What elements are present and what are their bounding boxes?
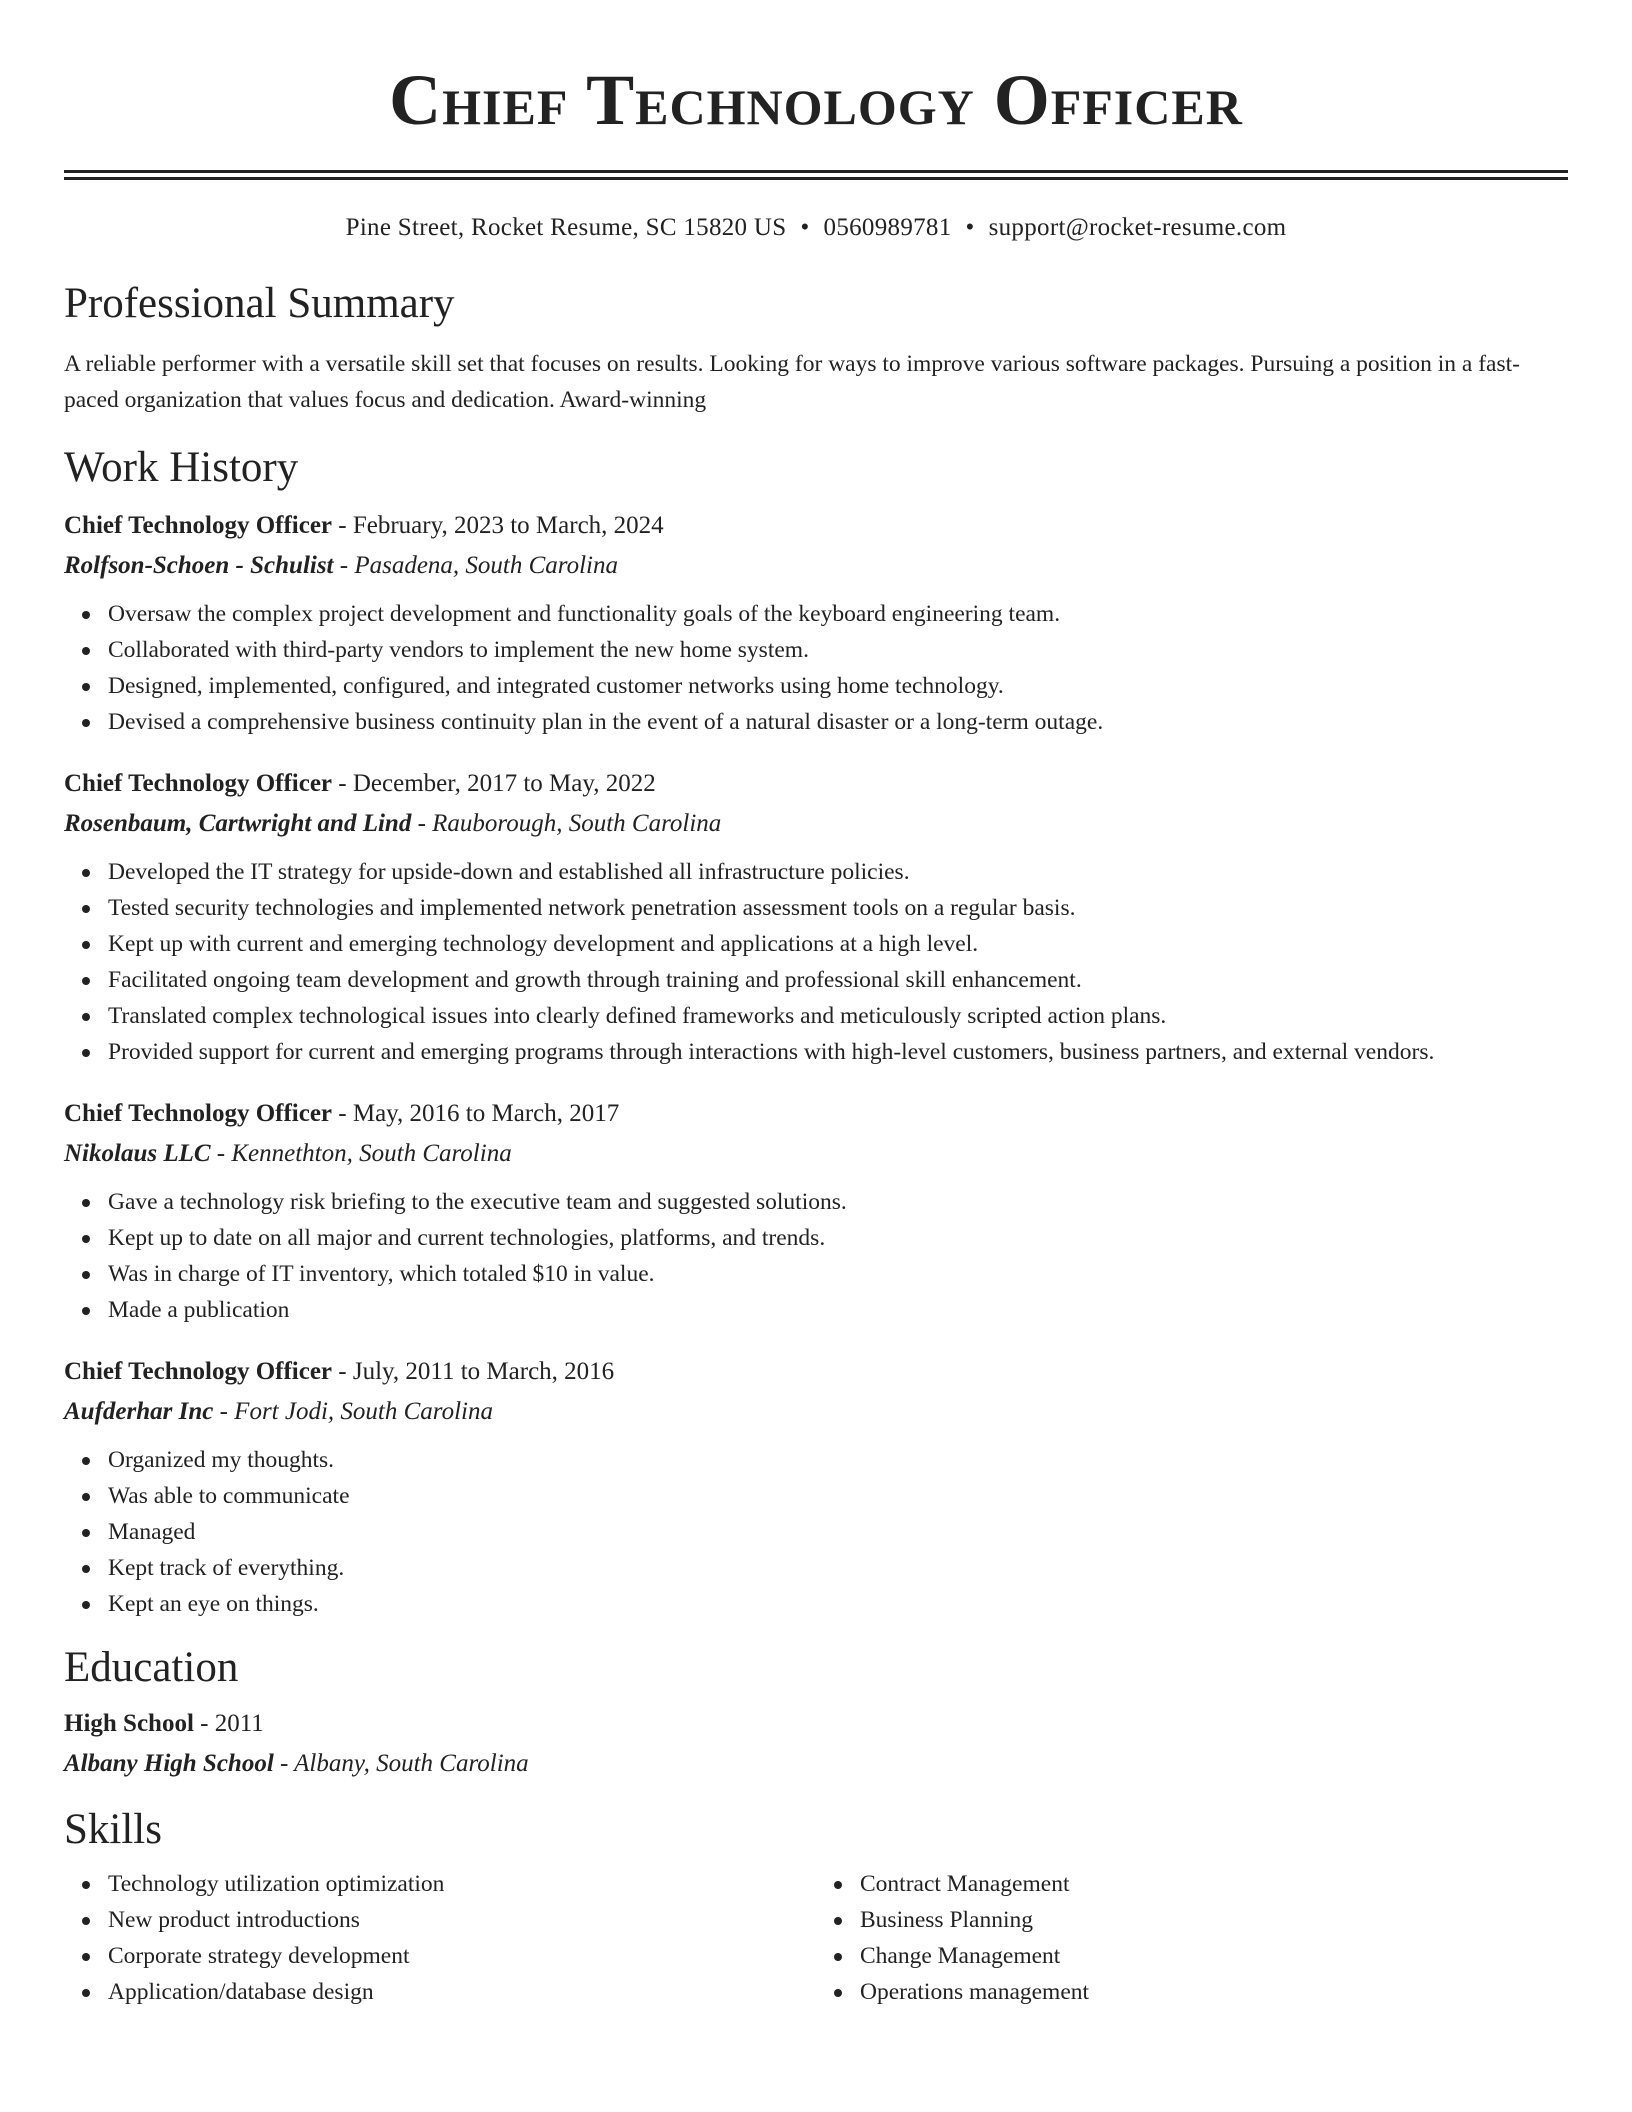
- spacer: [64, 740, 1568, 764]
- job-entry: [64, 506, 1568, 740]
- list-item: Kept up with current and emerging technology development and applications at a high level.: [108, 926, 1568, 962]
- work-history-heading: Work History: [64, 444, 299, 491]
- list-item: Kept track of everything.: [108, 1550, 1568, 1586]
- job-company-line: [64, 1134, 1568, 1174]
- list-item: Oversaw the complex project development and functionality goals of the keyboard engineering team.: [108, 596, 1568, 632]
- list-item: Kept an eye on things.: [108, 1586, 1568, 1622]
- list-item: Devised a comprehensive business continuity plan in the event of a natural disaster or a long-term outage.: [108, 704, 1568, 740]
- education-year: - 2011: [193, 1710, 264, 1737]
- title-divider: [64, 170, 1568, 180]
- job-company-line: [64, 1392, 1568, 1432]
- contact-email: support@rocket-resume.com: [988, 214, 1287, 241]
- skill-item: Contract Management: [860, 1866, 1568, 1902]
- list-item: Collaborated with third-party vendors to implement the new home system.: [108, 632, 1568, 668]
- education-school-line: [64, 1744, 1568, 1784]
- job-company-line: [64, 804, 1568, 844]
- page-title: Chief Technology Officer: [389, 60, 1243, 140]
- job-entry: [64, 1094, 1568, 1328]
- education-location: - Albany, South Carolina: [273, 1750, 529, 1777]
- contact-address: Pine Street, Rocket Resume, SC 15820 US: [345, 214, 787, 241]
- skills-list-right: [816, 1866, 1568, 2010]
- job-bullets: [64, 596, 1568, 740]
- job-location: - Rauborough, South Carolina: [411, 810, 722, 837]
- job-company-line: [64, 546, 1568, 586]
- job-location: - Fort Jodi, South Carolina: [213, 1398, 493, 1425]
- list-item: Developed the IT strategy for upside-down and established all infrastructure policies.: [108, 854, 1568, 890]
- spacer: [64, 1328, 1568, 1352]
- education-school: Albany High School: [64, 1750, 274, 1777]
- education-degree: High School: [64, 1710, 194, 1737]
- job-title: Chief Technology Officer: [64, 1358, 333, 1385]
- contact-separator: •: [965, 214, 975, 241]
- spacer: [64, 1070, 1568, 1094]
- list-item: Was in charge of IT inventory, which totaled $10 in value.: [108, 1256, 1568, 1292]
- skills-heading: Skills: [64, 1806, 162, 1853]
- job-title-line: [64, 1094, 1568, 1134]
- job-dates: - May, 2016 to March, 2017: [332, 1100, 620, 1127]
- list-item: Provided support for current and emerging programs through interactions with high-level customers, business partners, and external vendors.: [108, 1034, 1568, 1070]
- resume-page: [64, 0, 1568, 2010]
- list-item: Kept up to date on all major and current technologies, platforms, and trends.: [108, 1220, 1568, 1256]
- skill-item: Operations management: [860, 1974, 1568, 2010]
- list-item: Designed, implemented, configured, and integrated customer networks using home technology.: [108, 668, 1568, 704]
- skills-columns: [64, 1866, 1568, 2010]
- job-bullets: [64, 1442, 1568, 1622]
- job-company: Aufderhar Inc: [64, 1398, 214, 1425]
- skill-item: Application/database design: [108, 1974, 816, 2010]
- contact-line: [64, 212, 1568, 244]
- contact-phone: 0560989781: [823, 214, 952, 241]
- job-bullets: [64, 854, 1568, 1070]
- job-dates: - February, 2023 to March, 2024: [332, 512, 664, 539]
- skills-list-left: [64, 1866, 816, 2010]
- education-degree-line: [64, 1704, 1568, 1744]
- skill-item: Change Management: [860, 1938, 1568, 1974]
- list-item: Managed: [108, 1514, 1568, 1550]
- skill-item: Technology utilization optimization: [108, 1866, 816, 1902]
- list-item: Was able to communicate: [108, 1478, 1568, 1514]
- job-location: - Pasadena, South Carolina: [333, 552, 619, 579]
- job-title: Chief Technology Officer: [64, 512, 333, 539]
- skill-item: New product introductions: [108, 1902, 816, 1938]
- job-title-line: [64, 506, 1568, 546]
- list-item: Gave a technology risk briefing to the executive team and suggested solutions.: [108, 1184, 1568, 1220]
- job-company: Rolfson-Schoen - Schulist: [64, 552, 334, 579]
- job-title-line: [64, 1352, 1568, 1392]
- job-entry: [64, 764, 1568, 1070]
- job-bullets: [64, 1184, 1568, 1328]
- list-item: Tested security technologies and implemented network penetration assessment tools on a regular basis.: [108, 890, 1568, 926]
- education-heading: Education: [64, 1644, 239, 1691]
- contact-separator: •: [800, 214, 810, 241]
- job-title-line: [64, 764, 1568, 804]
- job-dates: - December, 2017 to May, 2022: [332, 770, 656, 797]
- job-title: Chief Technology Officer: [64, 1100, 333, 1127]
- list-item: Facilitated ongoing team development and growth through training and professional skill enhancement.: [108, 962, 1568, 998]
- summary-text: A reliable performer with a versatile skill set that focuses on results. Looking for ways to improve various software packages. Pursuing a position in a fast-paced organization that values focus and dedication. Award-winning: [64, 351, 1520, 413]
- education-entry: [64, 1704, 1568, 1784]
- job-location: - Kennethton, South Carolina: [210, 1140, 512, 1167]
- list-item: Translated complex technological issues into clearly defined frameworks and meticulously scripted action plans.: [108, 998, 1568, 1034]
- list-item: Organized my thoughts.: [108, 1442, 1568, 1478]
- job-title: Chief Technology Officer: [64, 770, 333, 797]
- job-dates: - July, 2011 to March, 2016: [332, 1358, 615, 1385]
- list-item: Made a publication: [108, 1292, 1568, 1328]
- job-entry: [64, 1352, 1568, 1622]
- skill-item: Business Planning: [860, 1902, 1568, 1938]
- job-company: Nikolaus LLC: [64, 1140, 211, 1167]
- summary-heading: Professional Summary: [64, 280, 455, 327]
- skill-item: Corporate strategy development: [108, 1938, 816, 1974]
- job-company: Rosenbaum, Cartwright and Lind: [64, 810, 412, 837]
